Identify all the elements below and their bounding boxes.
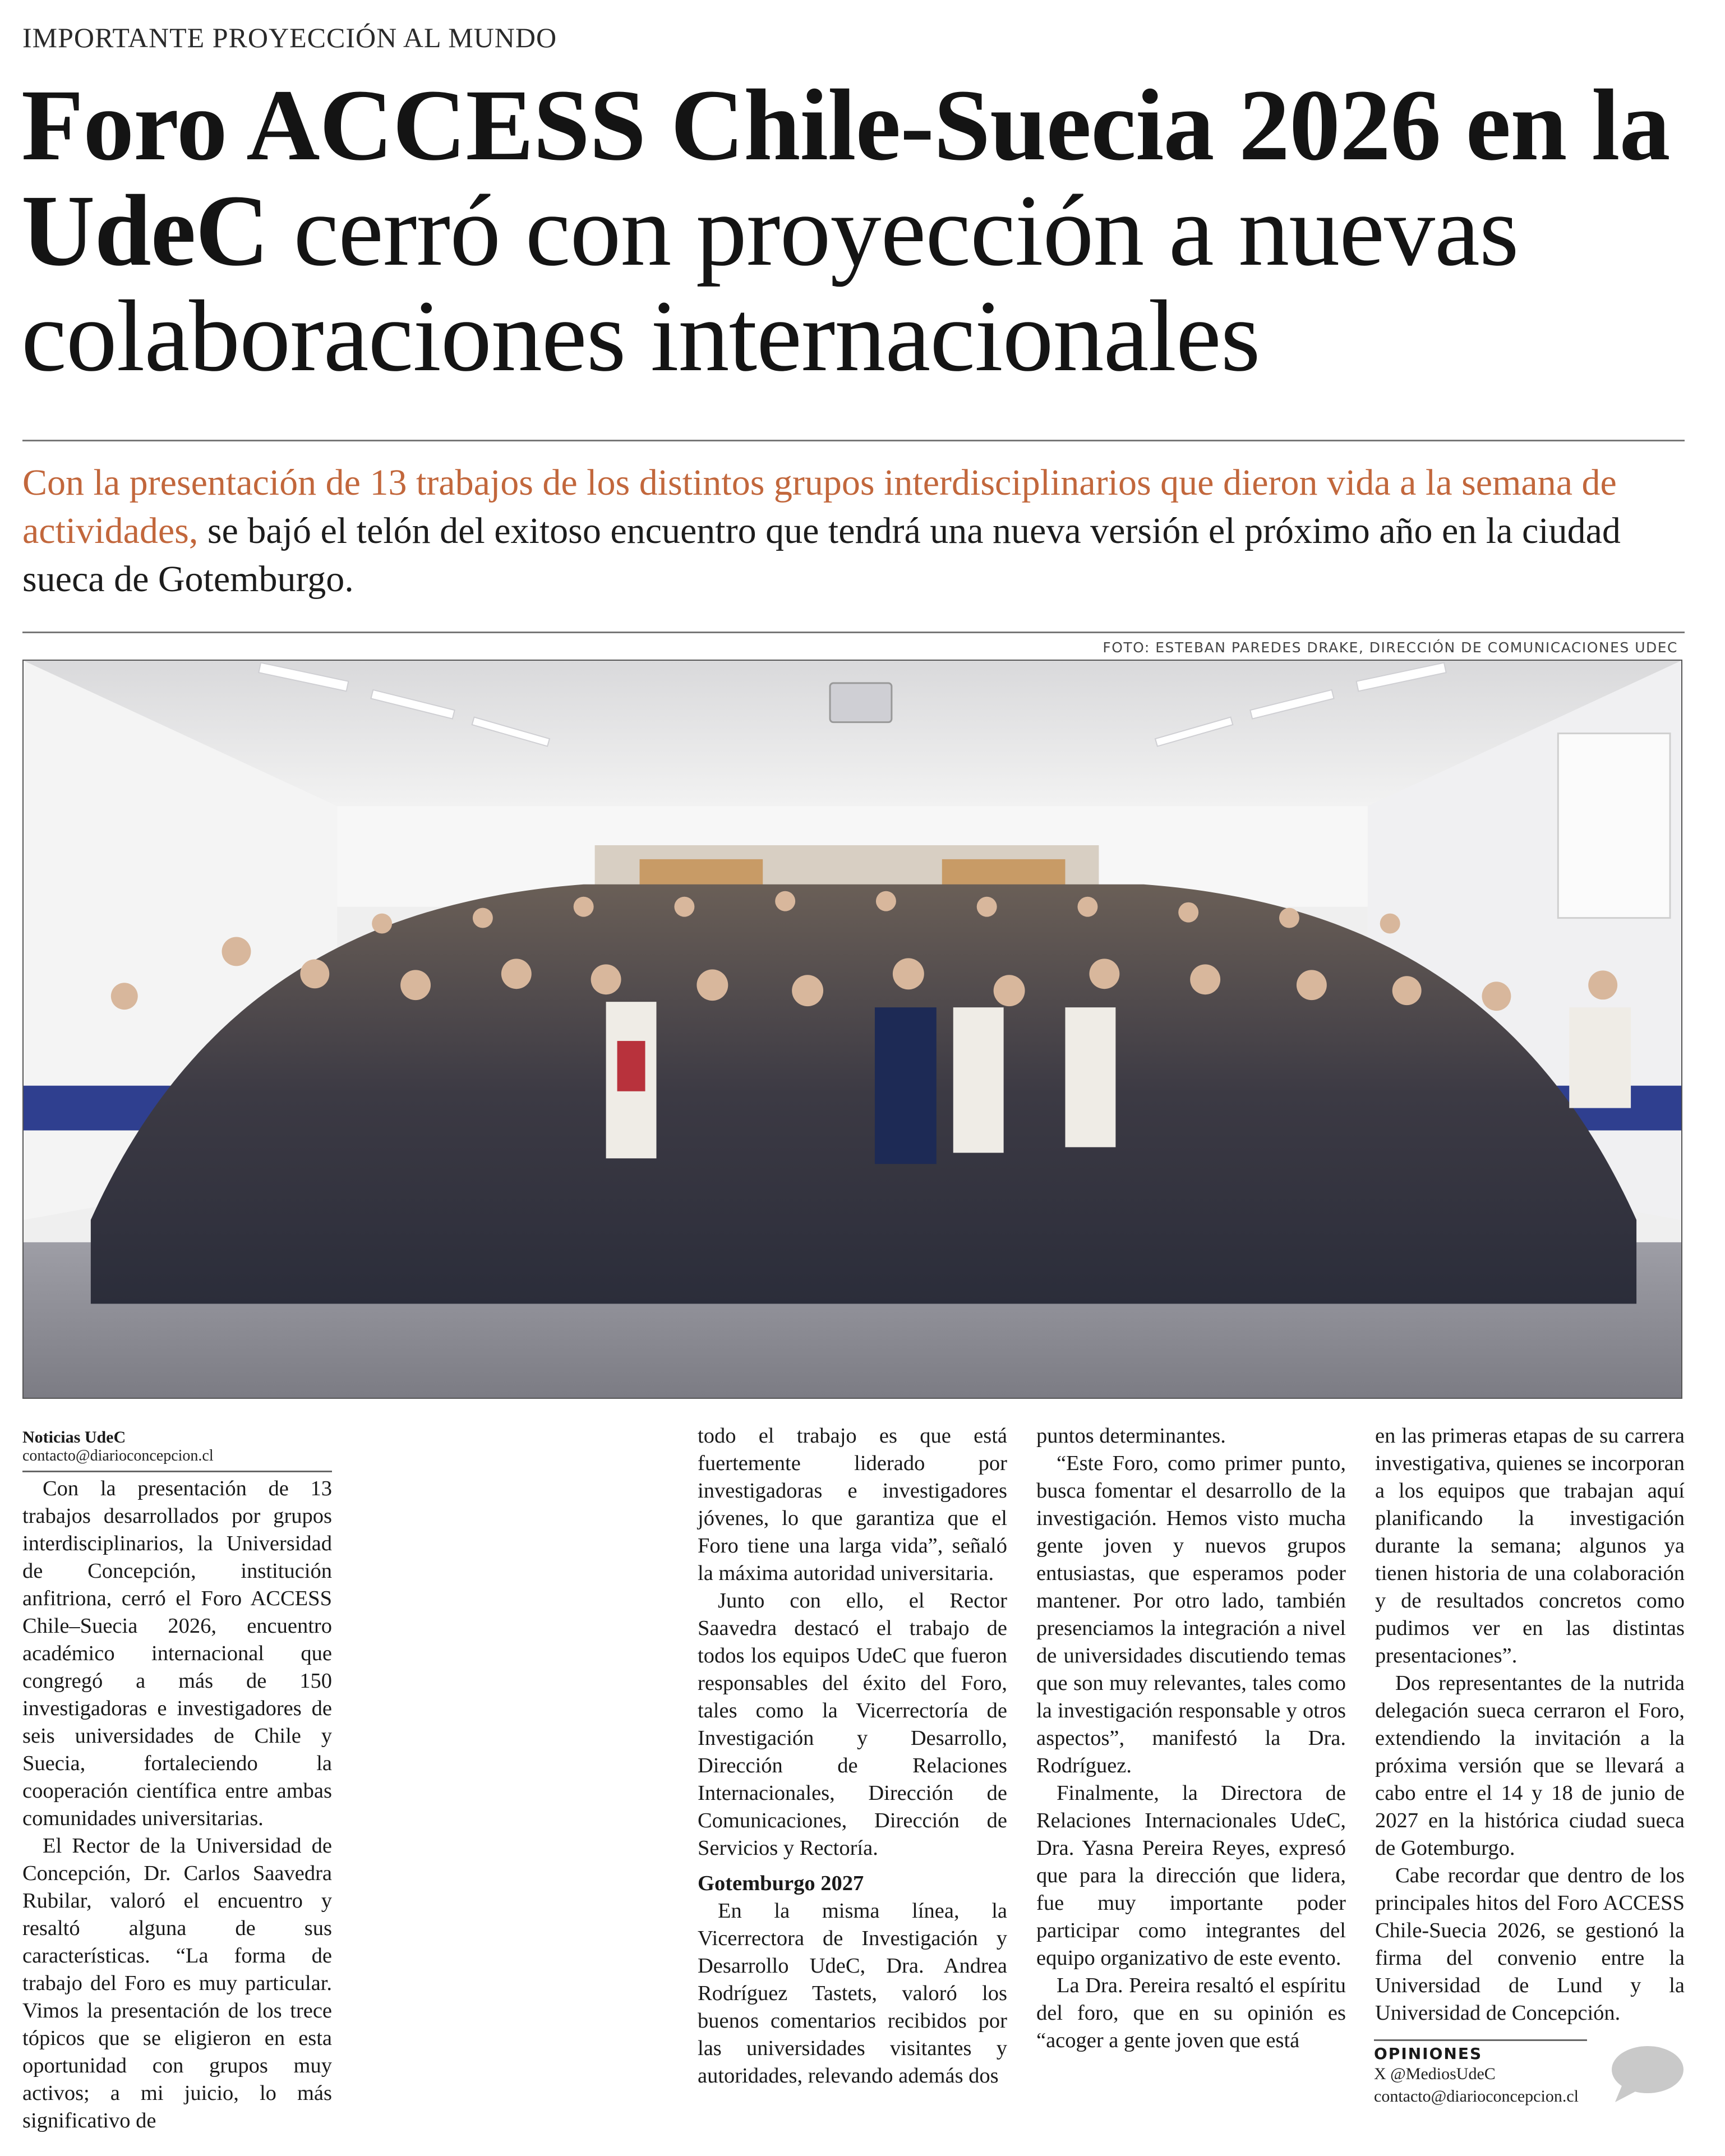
group-photo bbox=[22, 660, 1682, 1399]
opiniones-email[interactable]: contacto@diarioconcepcion.cl bbox=[1374, 2087, 1579, 2106]
paragraph: Dos representantes de la nutrida delegación sueca cerraron el Foro, extendiendo la invitación a la próxima versión que se llevará a cabo entre el 14 y 18 de junio de 2027 en la histórica ciudad sueca de Gotemburgo. bbox=[1375, 1671, 1685, 1860]
byline-rule bbox=[22, 1471, 332, 1472]
opiniones-rule bbox=[1374, 2039, 1587, 2041]
paragraph: Junto con ello, el Rector Saavedra destacó el trabajo de todos los equipos UdeC que fueron responsables del éxito del Foro, tales como la Vicerrectoría de Investigación y Desarrollo, Dirección de Relaciones Internacionales, Dirección de Comunicaciones, Dirección de Servicios y Rectoría. bbox=[698, 1589, 1007, 1860]
body-column-3 bbox=[1036, 1422, 1346, 2054]
speech-bubble-icon bbox=[1608, 2043, 1685, 2104]
section-kicker: IMPORTANTE PROYECCIÓN AL MUNDO bbox=[22, 22, 557, 53]
headline-regular: cerró con proyección a nuevas colaboraciones internacionales bbox=[21, 174, 1519, 393]
deck-highlight: Con la presentación de 13 trabajos de los distintos grupos interdisciplinarios que dieron vida a la semana de actividades, bbox=[22, 462, 1617, 551]
paragraph: Con la presentación de 13 trabajos desarrollados por grupos interdisciplinarios, la Universidad de Concepción, institución anfitriona, cerró el Foro ACCESS Chile–Suecia 2026, encuentro académico internacional que congregó a más de 150 investigadoras e investigadores de seis universidades de Chile y Suecia, fortaleciendo la cooperación científica entre ambas comunidades universitarias. bbox=[22, 1477, 332, 1830]
headline-bold: Foro ACCESS Chile-Suecia 2026 en la UdeC bbox=[21, 69, 1670, 287]
paragraph: El Rector de la Universidad de Concepción, Dr. Carlos Saavedra Rubilar, valoró el encuentro y resaltó alguna de sus características. “La forma de trabajo del Foro es muy particular. Vimos la presentación de los trece tópicos que se eligieron en esta oportunidad con grupos muy activos; a mi juicio, lo más significativo de bbox=[22, 1834, 332, 2132]
paragraph: En la misma línea, la Vicerrectora de Investigación y Desarrollo UdeC, Dra. Andrea Rodríguez Tastets, valoró los buenos comentarios recibidos por las universidades visitantes y autoridades, relevando además dos bbox=[698, 1899, 1007, 2088]
photo-credit: FOTO: ESTEBAN PAREDES DRAKE, DIRECCIÓN DE COMUNICACIONES UDEC bbox=[1103, 639, 1678, 656]
headline bbox=[21, 69, 1704, 393]
paragraph: en las primeras etapas de su carrera investigativa, quienes se incorporan a los equipos que trabajan aquí planificando la investigación durante la semana; algunos ya tienen historia de una colaboración y de resultados concretos como pudimos ver en las distintas presentaciones”. bbox=[1375, 1424, 1685, 1667]
paragraph: todo el trabajo es que está fuertemente liderado por investigadoras e investigadores jóvenes, lo que garantiza que el Foro tiene una larga vida”, señaló la máxima autoridad universitaria. bbox=[698, 1424, 1007, 1585]
byline-email: contacto@diarioconcepcion.cl bbox=[22, 1447, 214, 1464]
opiniones-title: OPINIONES bbox=[1374, 2044, 1483, 2063]
deck-text: se bajó el telón del exitoso encuentro que tendrá una nueva versión el próximo año en la ciudad sueca de Gotemburgo. bbox=[22, 510, 1621, 600]
divider bbox=[22, 632, 1685, 633]
body-column-2 bbox=[698, 1422, 1007, 2090]
paragraph: “Este Foro, como primer punto, busca fomentar el desarrollo de la investigación. Hemos visto mucha gente joven y nuevos grupos entusiastas, que esperamos poder mantener. Por otro lado, también presenciamos la integración a nivel de universidades discutiendo temas que son muy relevantes, tales como la investigación responsable y otros aspectos”, manifestó la Dra. Rodríguez. bbox=[1036, 1452, 1346, 1777]
byline-name: Noticias UdeC bbox=[22, 1428, 126, 1446]
deck bbox=[22, 459, 1688, 604]
divider bbox=[22, 440, 1685, 441]
paragraph: Cabe recordar que dentro de los principales hitos del Foro ACCESS Chile-Suecia 2026, se gestionó la firma del convenio entre la Universidad de Lund y la Universidad de Concepción. bbox=[1375, 1864, 1685, 2025]
subhead: Gotemburgo 2027 bbox=[698, 1872, 864, 1895]
paragraph: La Dra. Pereira resaltó el espíritu del foro, que en su opinión es “acoger a gente joven que está bbox=[1036, 1974, 1346, 2052]
body-column-4 bbox=[1375, 1422, 1685, 2027]
opiniones-handle[interactable]: X @MediosUdeC bbox=[1374, 2065, 1496, 2083]
paragraph: Finalmente, la Directora de Relaciones Internacionales UdeC, Dra. Yasna Pereira Reyes, expresó que para la dirección que lidera, fue muy importante poder participar como integrantes del equipo organizativo de este evento. bbox=[1036, 1781, 1346, 1970]
body-column-1 bbox=[22, 1475, 332, 2135]
paragraph: puntos determinantes. bbox=[1036, 1424, 1226, 1448]
byline bbox=[22, 1428, 332, 1472]
